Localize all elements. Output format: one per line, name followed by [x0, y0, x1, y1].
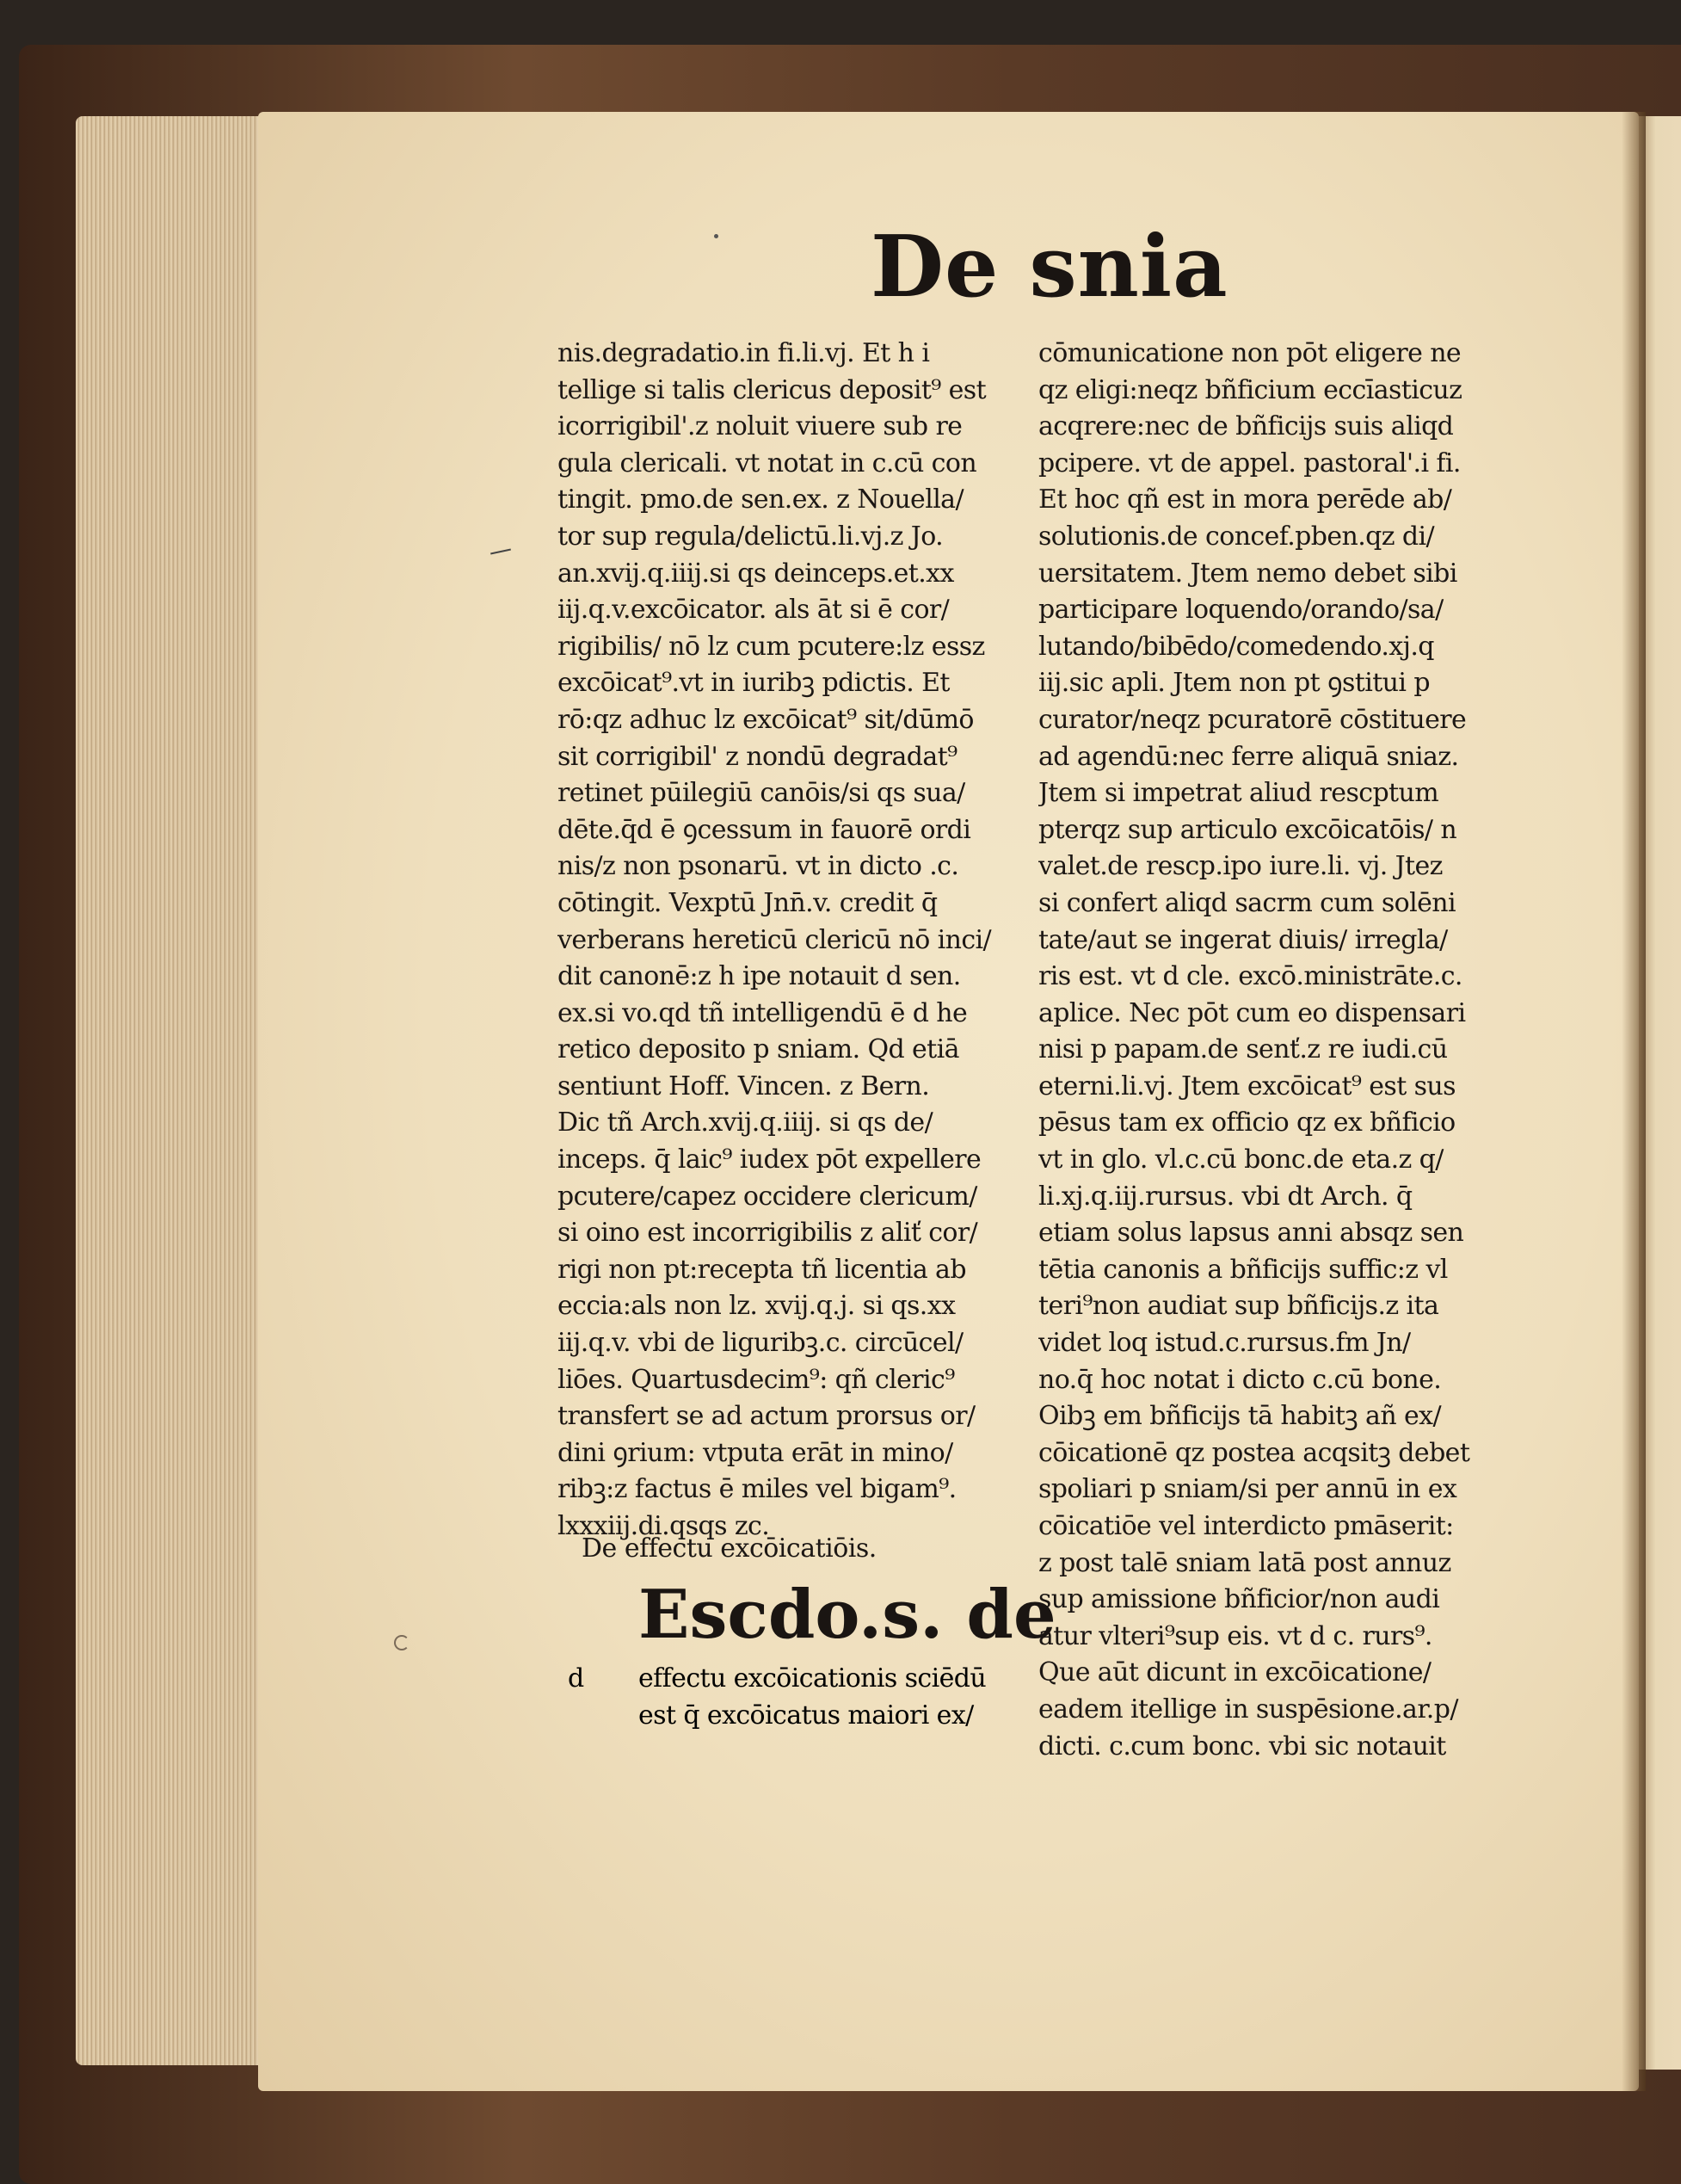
text-line: dit canonē:z h ipe notauit d sen. — [557, 961, 961, 992]
text-line: gula clericali. vt notat in c.cū con — [557, 447, 977, 478]
text-line: inceps. q̄ laic⁹ iudex pōt expellere — [557, 1144, 982, 1175]
text-line: cōicatiōe vel interdicto pmāserit: — [1038, 1511, 1454, 1541]
text-line: retinet pūilegiū canōis/si qs sua/ — [557, 778, 965, 809]
text-line: effectu excōicationis sciēdū — [638, 1663, 987, 1694]
text-line: participare loquendo/orando/sa/ — [1038, 595, 1444, 626]
right-text-column — [1038, 336, 1510, 1765]
text-line: ex.si vo.qd tñ intelligendū ē d he — [557, 997, 968, 1028]
text-line: iij.sic apli. Jtem non pt ꝯstitui p — [1038, 668, 1430, 699]
text-line: nis.degradatio.in fi.li.vj. Et h i — [557, 338, 930, 368]
text-line: rō:qz adhuc lz excōicat⁹ sit/dūmō — [557, 704, 974, 735]
text-line: cōicationē qz postea acqsitꝫ debet — [1038, 1437, 1470, 1468]
text-line: Et hoc qñ est in mora perēde ab/ — [1038, 484, 1452, 515]
text-line: cōtingit. Vexptū Jnn̄.v. credit q̄ — [557, 887, 938, 918]
text-line: li.xj.q.iij.rursus. vbi dt Arch. q̄ — [1038, 1181, 1413, 1212]
text-line: sit corrigibil' z nondū degradat⁹ — [557, 741, 957, 772]
text-line: Jtem si impetrat aliud rescptum — [1038, 778, 1439, 809]
text-line: eterni.li.vj. Jtem excōicat⁹ est sus — [1038, 1070, 1456, 1101]
text-line: Que aūt dicunt in excōicatione/ — [1038, 1657, 1432, 1688]
text-line: tellige si talis clericus deposit⁹ est — [557, 374, 987, 405]
text-line: excōicat⁹.vt in iuribꝫ pdictis. Et — [557, 668, 950, 699]
text-line: cōmunicatione non pōt eligere ne — [1038, 338, 1462, 368]
text-line: tētia canonis a bñficijs suffic:z vl — [1038, 1254, 1448, 1285]
left-text-column — [557, 336, 1038, 1545]
text-line: etiam solus lapsus anni absqz sen — [1038, 1218, 1464, 1249]
text-line: pēsus tam ex officio qz ex bñficio — [1038, 1107, 1456, 1138]
text-line: lutando/bibēdo/comedendo.xj.q — [1038, 631, 1434, 662]
page-edges — [76, 116, 278, 2065]
text-line: ribꝫ:z factus ē miles vel bigam⁹. — [557, 1474, 957, 1505]
text-line: acqrere:nec de bñficijs suis aliqd — [1038, 411, 1454, 442]
paper-mark — [394, 1635, 409, 1650]
text-line: icorrigibil'.z noluit viuere sub re — [557, 411, 963, 442]
text-line: iij.q.v.excōicator. als āt si ē cor/ — [557, 595, 950, 626]
text-line: transfert se ad actum prorsus or/ — [557, 1401, 976, 1432]
text-line: sentiunt Hoff. Vincen. z Bern. — [557, 1070, 930, 1101]
text-line: Dic tñ Arch.xvij.q.iiij. si qs de/ — [557, 1107, 933, 1138]
text-line: dini ꝯrium: vtputa erāt in mino/ — [557, 1437, 953, 1468]
text-line: no.q̄ hoc notat i dicto c.cū bone. — [1038, 1364, 1442, 1395]
text-line: est q̄ excōicatus maiori ex/ — [638, 1700, 974, 1731]
text-line: valet.de rescp.ipo iure.li. vj. Jtez — [1038, 851, 1443, 882]
text-line: pcutere/capez occidere clericum/ — [557, 1181, 977, 1212]
text-line: lxxxiij.di.qsqs zc. — [557, 1511, 770, 1541]
text-line: vt in glo. vl.c.cū bonc.de eta.z q/ — [1038, 1144, 1444, 1175]
text-line: curator/neqz pcuratorē cōstituere — [1038, 704, 1467, 735]
text-line: tate/aut se ingerat diuis/ irregla/ — [1038, 924, 1448, 955]
text-line: si confert aliqd sacrm cum solēni — [1038, 887, 1456, 918]
text-line: tor sup regula/delictū.li.vj.z Jo. — [557, 521, 944, 552]
guide-letter: d — [568, 1663, 584, 1694]
text-line: videt loq istud.c.rursus.fm Jn/ — [1038, 1328, 1411, 1359]
text-line: sup amissione bñficior/non audi — [1038, 1584, 1440, 1615]
text-line: pcipere. vt de appel. pastoral'.i fi. — [1038, 447, 1461, 478]
text-line: retico deposito p sniam. Qd etiā — [557, 1034, 959, 1065]
text-line: ad agendū:nec ferre aliquā sniaz. — [1038, 741, 1459, 772]
text-line: uersitatem. Jtem nemo debet sibi — [1038, 558, 1457, 589]
section-heading: De effectu excōicatiōis. — [582, 1533, 877, 1564]
text-line: liōes. Quartusdecim⁹: qñ cleric⁹ — [557, 1364, 955, 1395]
text-line: qz eligi:neqz bñficium eccīasticuz — [1038, 374, 1462, 405]
text-line: tingit. pmo.de sen.ex. z Nouella/ — [557, 484, 964, 515]
text-line: nis/z non psonarū. vt in dicto .c. — [557, 851, 959, 882]
running-heading: De snia — [871, 218, 1228, 317]
section-text — [638, 1661, 1043, 1734]
text-line: iij.q.v. vbi de liguribꝫ.c. circūcel/ — [557, 1328, 964, 1359]
text-line: an.xvij.q.iiij.si qs deinceps.et.xx — [557, 558, 954, 589]
text-line: rigibilis/ nō lz cum pcutere:lz essz — [557, 631, 985, 662]
text-line: z post talē sniam latā post annuz — [1038, 1547, 1451, 1578]
section-initial-line: Escdo.s. de — [638, 1576, 1056, 1654]
text-line: aplice. Nec pōt cum eo dispensari — [1038, 997, 1466, 1028]
text-line: pterqz sup articulo excōicatōis/ n — [1038, 814, 1457, 845]
text-line: dēte.q̄d ē ꝯcessum in fauorē ordi — [557, 814, 971, 845]
text-line: verberans hereticū clericū nō inci/ — [557, 924, 992, 955]
text-line: solutionis.de concef.pben.qz di/ — [1038, 521, 1435, 552]
text-line: eadem itellige in suspēsione.ar.p/ — [1038, 1694, 1458, 1724]
gutter-shadow — [1622, 112, 1646, 2091]
text-line: nisi p papam.de senť.z re iudi.cū — [1038, 1034, 1448, 1065]
text-line: Oibꝫ em bñficijs tā habitꝫ añ ex/ — [1038, 1401, 1441, 1432]
text-line: dicti. c.cum bonc. vbi sic notauit — [1038, 1731, 1446, 1761]
ink-dot — [714, 234, 718, 238]
text-line: atur vlteri⁹sup eis. vt d c. rurs⁹. — [1038, 1620, 1432, 1651]
text-line: teri⁹non audiat sup bñficijs.z ita — [1038, 1291, 1439, 1322]
text-line: spoliari p sniam/si per annū in ex — [1038, 1474, 1457, 1505]
text-line: si oino est incorrigibilis z aliť cor/ — [557, 1218, 978, 1249]
text-line: rigi non pt:recepta tñ licentia ab — [557, 1254, 966, 1285]
text-line: eccia:als non lz. xvij.q.j. si qs.xx — [557, 1291, 956, 1322]
text-line: ris est. vt d cle. excō.ministrāte.c. — [1038, 961, 1462, 992]
